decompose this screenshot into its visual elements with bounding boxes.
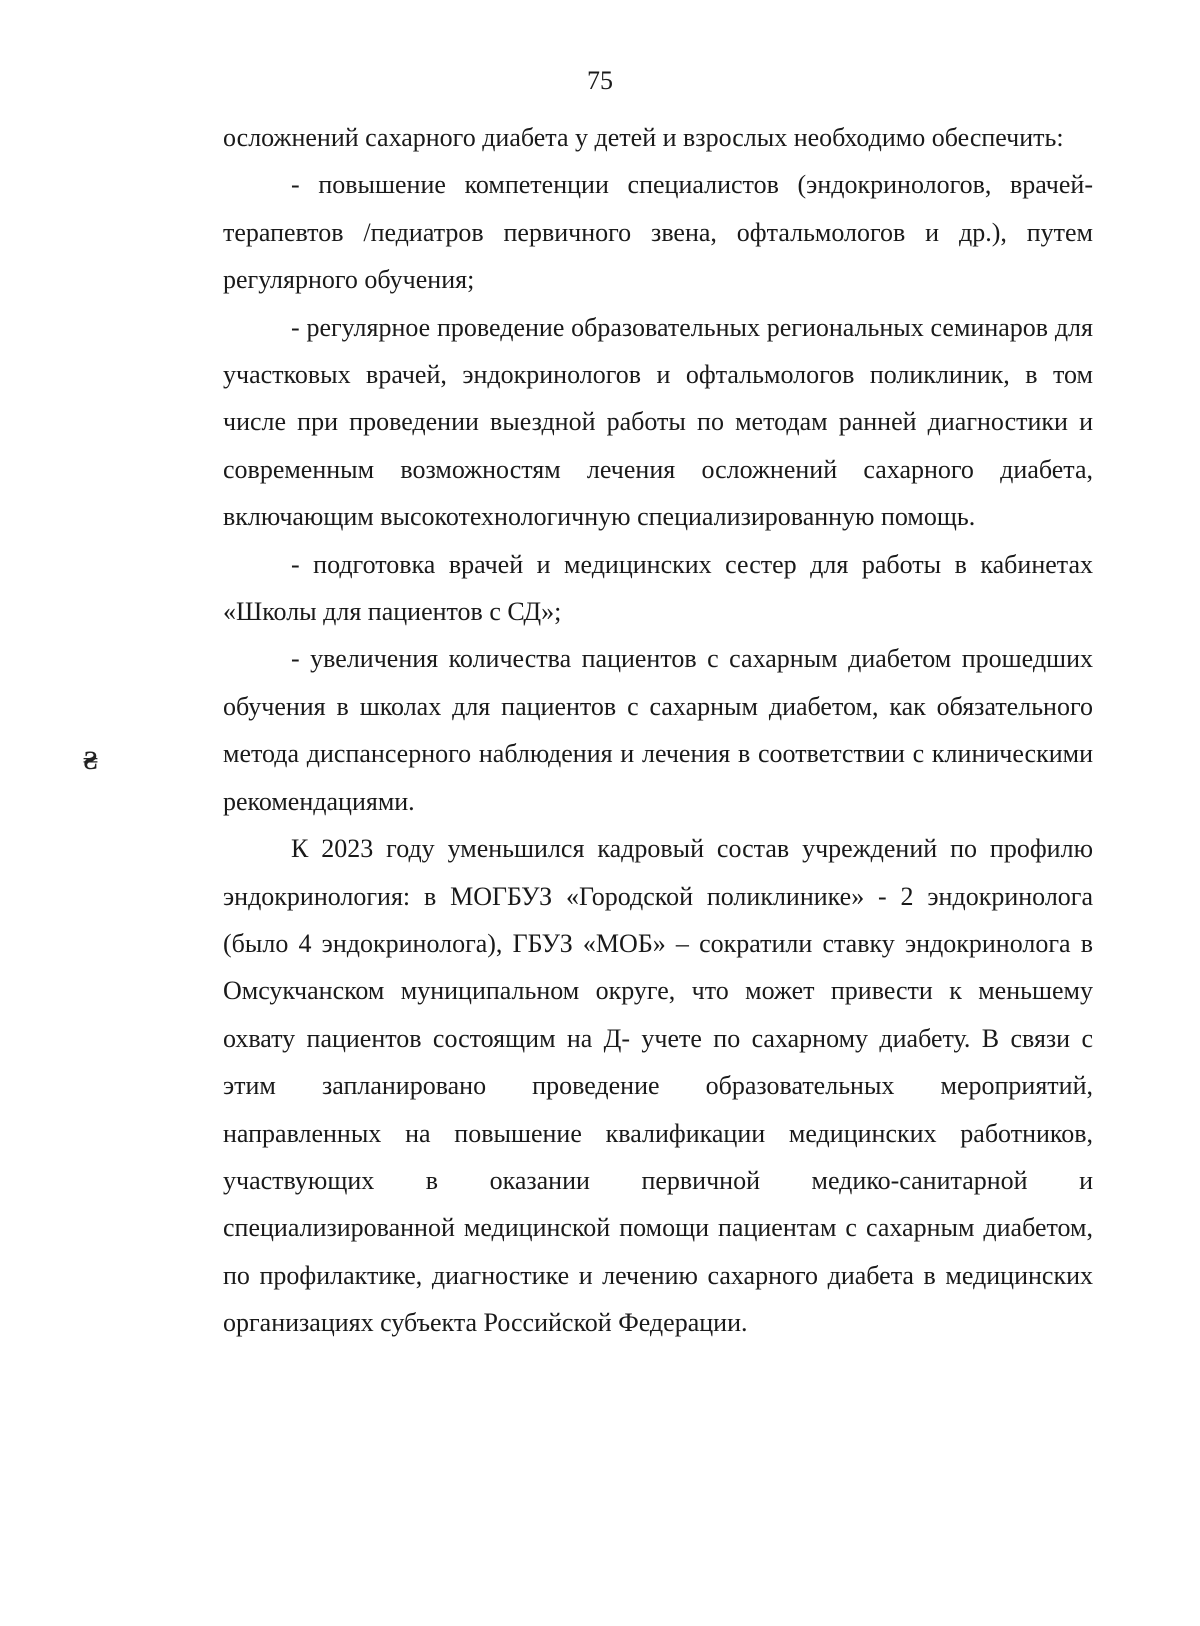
list-item-seminars: - регулярное проведение образовательных региональных семинаров для участковых врачей, эндокринологов и офтальмологов поликлиник, в том числе при проведении выездной работы по методам ранней диагностики и современным возможностям лечения осложнений сахарного диабета, включающим высокотехнологичную специализированную помощь. xyxy=(223,312,1093,532)
page-number: 75 xyxy=(587,66,613,95)
list-item-training: - подготовка врачей и медицинских сестер для работы в кабинетах «Школы для пациентов с СД»; xyxy=(223,549,1093,627)
list-item-patient-schools: - увеличения количества пациентов с сахарным диабетом прошедших обучения в школах для пациентов с сахарным диабетом, как обязательного метода диспансерного наблюдения и лечения в соответствии с клиническими рекомендациями. xyxy=(223,644,1093,816)
list-item-competence: - повышение компетенции специалистов (эндокринологов, врачей-терапевтов /педиатров первичного звена, офтальмологов и др.), путем регулярного обучения; xyxy=(223,170,1093,295)
document-body xyxy=(223,114,1093,1347)
paragraph-continuation: осложнений сахарного диабета у детей и взрослых необходимо обеспечить: xyxy=(223,123,1064,152)
margin-mark: ₴ xyxy=(83,746,98,775)
paragraph-staffing: К 2023 году уменьшился кадровый состав учреждений по профилю эндокринология: в МОГБУЗ «Городской поликлинике» - 2 эндокринолога (было 4 эндокринолога), ГБУЗ «МОБ» – сократили ставку эндокринолога в Омсукчанском муниципальном округе, что может привести к меньшему охвату пациентов состоящим на Д- учете по сахарному диабету. В связи с этим запланировано проведение образовательных мероприятий, направленных на повышение квалификации медицинских работников, участвующих в оказании первичной медико-санитарной и специализированной медицинской помощи пациентам с сахарным диабетом, по профилактике, диагностике и лечению сахарного диабета в медицинских организациях субъекта Российской Федерации. xyxy=(223,834,1093,1338)
